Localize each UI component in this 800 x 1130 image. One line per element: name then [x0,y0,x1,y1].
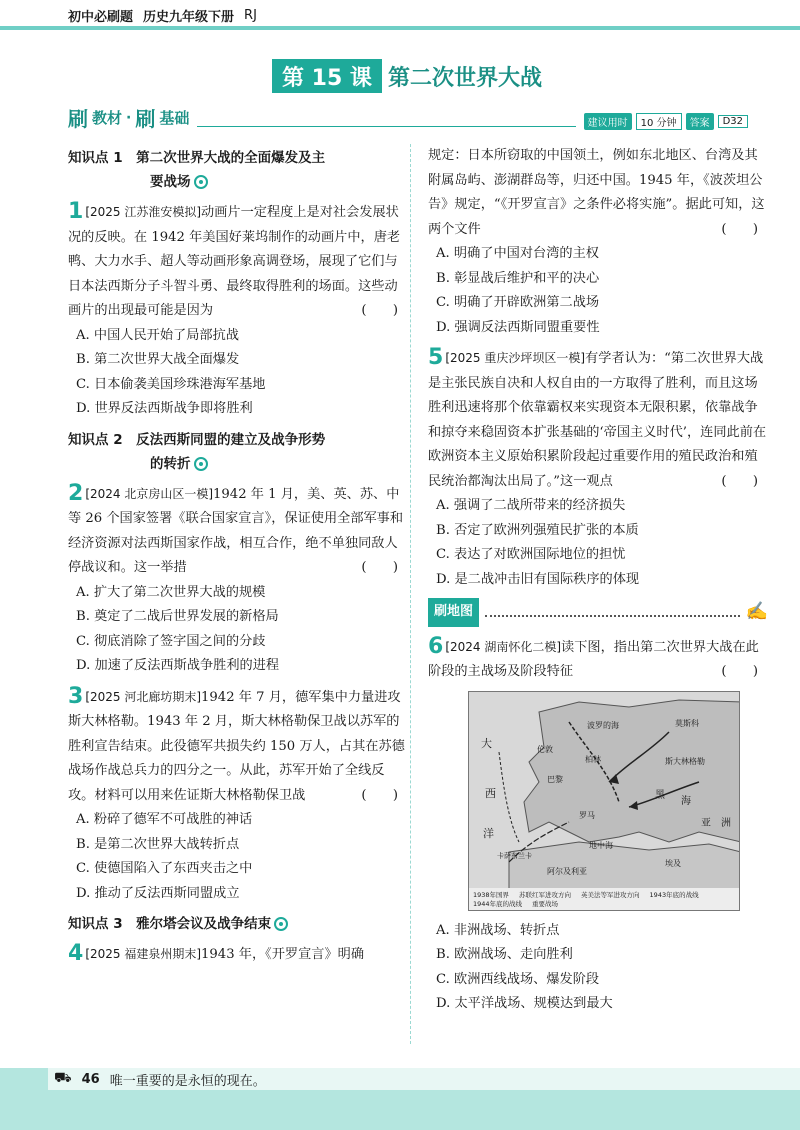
question-number: 2 [68,480,84,506]
question-2 [68,482,408,679]
brush-char-2: 刷 [135,107,156,131]
right-column [428,144,768,1023]
question-source: [2025 江苏淮安模拟] [85,205,202,219]
question-stem: 1942 年 7 月，德军集中力量进攻斯大林格勒。1943 年 2 月，斯大林格勒保卫战以苏军的胜利宣告结束。此役德军共损失约 150 万人，占其在苏德战场作战总兵力的四分之一。从此，苏军开始了全线反攻。材料可以用来佐证斯大林格勒保卫战 [68,689,405,803]
option-d: D. 加速了反法西斯战争胜利的进程 [76,658,280,673]
map-label: 伦敦 [537,744,553,754]
option-c: C. 明确了开辟欧洲第二战场 [436,295,600,310]
answer-paren: ( ) [361,560,398,575]
option-a: A. 扩大了第二次世界大战的规模 [76,584,266,600]
map-label: 大 [481,736,492,750]
legend-item: 1944年底的战线 [473,899,523,908]
option-b: B. 奠定了二战后世界发展的新格局 [76,609,279,624]
map-label: 洋 [483,826,494,840]
section-sub-2: 基础 [159,109,190,127]
option-b: B. 彰显战后维护和平的决心 [436,270,600,286]
question-source: [2025 河北廊坊期末] [85,689,202,704]
map-section-header [428,598,768,627]
question-number: 1 [68,199,84,224]
legend-item: 苏联红军进攻方向 [519,890,572,899]
option-a: A. 非洲战场、转折点 [436,922,560,938]
answer-paren: ( ) [721,664,758,679]
time-label: 建议用时 [584,113,632,130]
map-label: 黑 [655,789,665,801]
question-4-cont [428,144,768,340]
question-source: [2025 福建泉州期末] [85,947,202,961]
kp2-line1: 知识点 2 反法西斯同盟的建立及战争形势 [68,431,326,448]
answer-paren: ( ) [721,473,758,489]
legend-item: 重要战场 [532,899,559,908]
option-c: C. 表达了对欧洲国际地位的担忧 [436,547,626,562]
africa-landmass [509,842,740,892]
legend-item: 1938年国界 [473,890,510,899]
map-label: 波罗的海 [587,720,619,730]
time-box [584,113,748,130]
question-1 [68,200,408,422]
option-a: A. 粉碎了德军不可战胜的神话 [76,812,253,827]
page-number: 46 [81,1071,100,1087]
legend-item: 英美法等军进攻方向 [581,890,640,899]
section-header [68,106,748,132]
option-d: D. 太平洋战场、规模达到最大 [436,996,613,1011]
question-stem: 有学者认为：“第二次世界大战是主张民族自决和人权自由的一方取得了胜利，而且这场胜利迅速将那个依靠霸权来实现资本无限积累，依靠战争和掠夺来稳固资本扩张基础的‘帝国主义时代’，连同此前在欧洲资本主义原始积累阶段起过重要作用的殖民政治和殖民统治都淘汰出局了。”这一观点 [428,351,767,489]
map-label: 地中海 [589,840,613,850]
map-label: 莫斯科 [675,718,699,728]
map-label: 亚 [701,817,711,829]
target-icon [274,917,288,931]
question-number: 4 [68,941,84,966]
left-column [68,144,408,974]
question-3 [68,685,408,907]
question-source: [2024 北京房山区一模] [85,486,214,501]
question-6-options [428,919,768,1017]
option-d: D. 强调反法西斯同盟重要性 [436,319,600,335]
answer-paren: ( ) [361,787,398,803]
kp2-line2: 的转折 [150,455,191,472]
dotted-rule [485,607,740,617]
cart-icon: ⛟ [54,1070,72,1086]
knowledge-point-2 [68,428,408,476]
map-label: 巴黎 [547,774,563,784]
book-subject: 历史九年级下册 [143,10,235,25]
question-stem: 读下图，指出第二次世界大战在此阶段的主战场及阶段特征 [428,639,759,679]
option-d: D. 世界反法西斯战争即将胜利 [76,401,253,416]
lesson-title [272,58,542,94]
header-rule [197,126,575,127]
top-bar [0,0,800,56]
kp3-line1: 知识点 3 雅尔塔会议及战争结束 [68,916,272,932]
map-section-title: 刷地图 [428,598,479,627]
ww2-europe-map [468,691,740,911]
option-a: A. 强调了二战所带来的经济损失 [436,498,626,513]
reader-icon: ✍ [745,601,768,622]
column-divider [410,144,411,1044]
option-b: B. 否定了欧洲列强殖民扩张的本质 [436,522,639,538]
answer-page: D32 [718,115,748,128]
question-stem: 1942 年 1 月，美、英、苏、中等 26 个国家签署《联合国家宣言》，保证使用全部军事和经济资源对法西斯国家作战，相互合作，绝不单独同敌人停战议和。这一举措 [68,486,404,575]
footer-strip [48,1068,800,1090]
map-label: 罗马 [579,810,595,820]
map-label: 卡萨布兰卡 [497,851,532,860]
map-label: 斯大林格勒 [665,756,705,766]
book-label [68,6,257,25]
kp1-line1: 知识点 1 第二次世界大战的全面爆发及主 [68,150,326,166]
target-icon [194,175,208,189]
map-label: 洲 [721,817,731,829]
question-stem-cont: 规定：日本所窃取的中国领土，例如东北地区、台湾及其附属岛屿、澎湖群岛等，归还中国。1945 年，《波茨坦公告》规定，“《开罗宣言》之条件必将实施”。据此可知，这两个文件 [428,148,765,237]
question-4-start [68,942,408,968]
knowledge-point-1 [68,146,408,194]
option-d: D. 是二战冲击旧有国际秩序的体现 [436,571,640,587]
question-number: 5 [428,345,444,370]
map-label: 埃及 [665,858,681,868]
map-label: 西 [485,786,496,800]
option-a: A. 中国人民开始了局部抗战 [76,327,239,343]
option-c: C. 彻底消除了签字国之间的分歧 [76,633,266,649]
question-6 [428,635,768,685]
kp1-line2: 要战场 [150,174,191,190]
option-d: D. 推动了反法西斯同盟成立 [76,885,240,901]
question-source: [2024 湖南怀化二模] [445,639,562,654]
lesson-name: 第二次世界大战 [387,65,542,91]
option-b: B. 欧洲战场、走向胜利 [436,947,573,962]
map-label: 柏林 [585,754,601,764]
question-stem-start: 1943 年，《开罗宣言》明确 [201,947,365,962]
map-label: 海 [681,795,691,807]
target-icon [194,457,208,471]
question-number: 3 [68,683,84,709]
question-stem: 动画片一定程度上是对社会发展状况的反映。在 1942 年美国好莱坞制作的动画片中，唐老鸭、大力水手、超人等动画形象高调登场，展现了它们与日本法西斯分子斗智斗勇、最终取得胜利的场面。这些动画片的出现最可能是因为 [68,205,401,318]
lesson-number: 第 15 课 [272,59,382,93]
book-name: 初中必刷题 [68,10,134,25]
top-stripe [0,26,800,30]
section-sub-1: 教材 [92,109,123,127]
question-5 [428,346,768,592]
option-c: C. 日本偷袭美国珍珠港海军基地 [76,376,266,392]
question-number: 6 [428,633,444,659]
knowledge-point-3 [68,912,408,936]
question-source: [2025 重庆沙坪坝区一模] [445,351,586,365]
option-a: A. 明确了中国对台湾的主权 [436,246,599,261]
answer-paren: ( ) [721,221,758,237]
section-dot: · [126,109,132,126]
answer-label: 答案 [686,113,714,130]
legend-item: 1943年底的战线 [649,890,699,899]
map-legend [473,891,737,909]
option-b: B. 第二次世界大战全面爆发 [76,352,240,367]
brush-char-1: 刷 [68,107,88,131]
footer [0,1068,800,1130]
section-title [68,103,189,132]
answer-paren: ( ) [361,303,398,318]
option-c: C. 欧洲西线战场、爆发阶段 [436,971,600,987]
map-label: 阿尔及利亚 [547,866,587,876]
book-edition: RJ [244,8,257,23]
option-c: C. 使德国陷入了东西夹击之中 [76,861,253,876]
time-value: 10 分钟 [636,113,682,130]
option-b: B. 是第二次世界大战转折点 [76,836,240,852]
footer-motto: 唯一重要的是永恒的现在。 [109,1073,266,1089]
